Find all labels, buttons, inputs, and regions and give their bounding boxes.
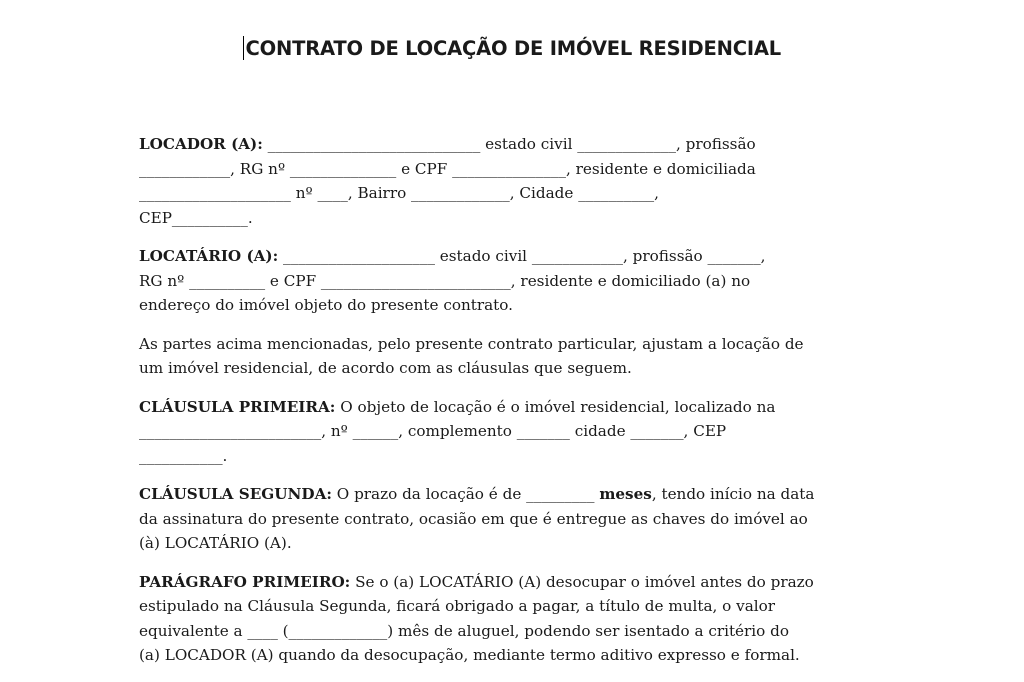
locatario-label: LOCATÁRIO (A): [139,247,279,265]
meses-bold: meses [599,485,652,503]
intro-paragraph [139,332,889,381]
clausula-primeira-label: CLÁUSULA PRIMEIRA: [139,397,336,416]
text-line: estipulado na Cláusula Segunda, ficará obrigado a pagar, a título de multa, o valor [139,597,776,615]
locador-label: LOCADOR (A): [139,135,263,153]
text-line: ____________, RG nº ______________ e CPF _______________, residente e domiciliada [139,159,756,178]
text-line: (à) LOCATÁRIO (A). [139,534,292,552]
text-line [139,132,889,157]
text-line: um imóvel residencial, de acordo com as cláusulas que seguem. [139,359,632,377]
text-segment: ____________________________ estado civil _____________, profissão [262,135,756,153]
clausula-segunda-paragraph [139,482,889,556]
text-line: endereço do imóvel objeto do presente contrato. [139,296,513,314]
text-line: ________________________, nº ______, complemento _______ cidade _______, CEP [139,422,727,440]
text-line: RG nº __________ e CPF _________________________, residente e domiciliado (a) no [139,271,751,290]
document-title [0,36,1024,60]
text-line: ____________________ nº ____, Bairro _____________, Cidade __________, [139,184,659,202]
document-body[interactable] [139,132,889,682]
text-segment: O prazo da locação é de _________ [331,485,600,503]
text-line: ___________. [139,446,228,465]
locador-paragraph [139,132,889,230]
text-line: equivalente a ____ (_____________) mês de aluguel, podendo ser isentado a critério do [139,621,789,640]
clausula-segunda-label: CLÁUSULA SEGUNDA: [139,485,332,503]
text-segment: ____________________ estado civil ____________, profissão _______, [278,247,766,265]
text-line: (a) LOCADOR (A) quando da desocupação, mediante termo aditivo expresso e formal. [139,646,800,664]
text-line [139,482,889,507]
locatario-paragraph [139,244,889,318]
text-line: CEP__________. [139,208,253,227]
text-line: As partes acima mencionadas, pelo presente contrato particular, ajustam a locação de [139,334,804,353]
text-line: da assinatura do presente contrato, ocasião em que é entregue as chaves do imóvel ao [139,509,808,528]
text-line [139,570,889,595]
clausula-primeira-paragraph [139,395,889,469]
text-segment: Se o (a) LOCATÁRIO (A) desocupar o imóvel antes do prazo [350,572,814,591]
document-title-text: CONTRATO DE LOCAÇÃO DE IMÓVEL RESIDENCIAL [245,37,782,60]
paragrafo-primeiro-label: PARÁGRAFO PRIMEIRO: [139,572,351,591]
text-line [139,395,889,420]
text-segment: , tendo início na data [651,485,815,503]
paragrafo-primeiro-paragraph [139,570,889,668]
text-segment: O objeto de locação é o imóvel residencial, localizado na [335,397,776,416]
text-line [139,244,889,269]
